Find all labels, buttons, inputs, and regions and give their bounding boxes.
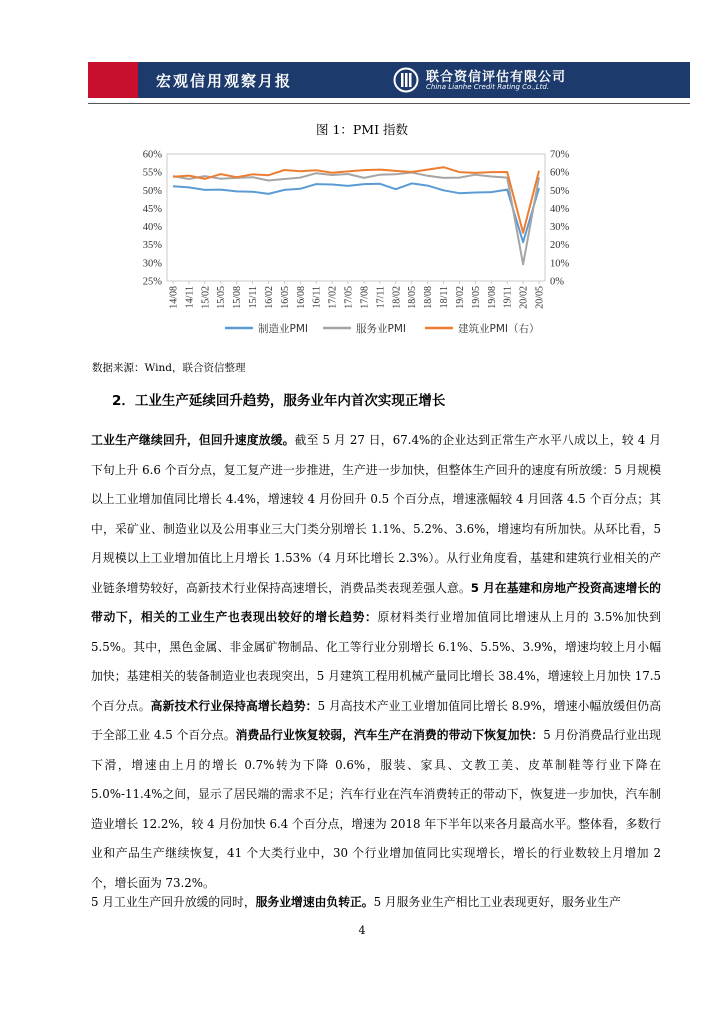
x-axis-tick-label: 14/08 [168, 286, 180, 309]
x-axis-tick-label: 16/05 [279, 286, 291, 309]
x-axis-tick-label: 16/11 [311, 286, 323, 309]
report-title: 宏观信用观察月报 [156, 72, 293, 90]
right-axis-tick-label: 70% [550, 149, 570, 161]
x-axis-tick-label: 17/02 [327, 286, 339, 309]
x-axis-tick-label: 20/02 [518, 286, 530, 309]
left-axis-tick-label: 40% [142, 222, 162, 234]
section-heading: 2．工业生产延续回升趋势，服务业年内首次实现正增长 [112, 393, 446, 409]
org-name-en: China Lianhe Credit Rating Co.,Ltd. [426, 83, 550, 91]
para1-text-4: 5 月份消费品行业出现下滑，增速由上月的增长 0.7%转为下降 0.6%，服装、家具、文教工美、皮革制鞋等行业下降在 5.0%-11.4%之间，显示了居民端的需求不足；汽车行业在汽车消费转正的带动下，恢复进一步加快，汽车制造业增长 12.2%，较 4 月份加快 6.4 个百分点，增速为 2018 年下半年以来各月最高水平。整体看，多数行业和产品生产继续恢复，41 个大类行业中，30 个行业增加值同比实现增长，增长的行业数较上月增加 2 个，增长面为 73.2%。 [91, 728, 661, 890]
pmi-chart [133, 140, 593, 345]
left-axis-tick-label: 35% [142, 240, 162, 252]
x-axis-tick-label: 20/05 [534, 286, 546, 309]
right-axis-tick-label: 0% [550, 276, 564, 288]
x-axis-tick-label: 15/11 [248, 286, 260, 309]
x-axis-tick-label: 18/02 [391, 286, 403, 309]
left-axis-tick-label: 60% [142, 149, 162, 161]
right-axis-tick-label: 50% [550, 185, 570, 197]
x-axis-tick-label: 15/05 [216, 286, 228, 309]
x-axis-tick-label: 15/08 [232, 286, 244, 309]
x-axis-tick-label: 14/11 [184, 286, 196, 309]
para1-text-2: 原材料类行业增加值同比增速从上月的 3.5%加快到 5.5%。其中，黑色金属、非金属矿物制品、化工等行业分别增长 6.1%、5.5%、3.9%，增速均较上月小幅加快；基建相关的装备制造业也表现突出，5 月建筑工程用机械产量同比增长 38.4%，增速较上月加快 17.5 个百分点。 [91, 610, 661, 713]
x-axis-tick-label: 17/05 [343, 286, 355, 309]
page-number: 4 [358, 924, 366, 937]
x-axis-tick-label: 18/11 [439, 286, 451, 309]
figure-title: 图 1：PMI 指数 [315, 122, 409, 137]
figure-source: 数据来源：Wind，联合资信整理 [92, 362, 246, 374]
left-axis-tick-label: 50% [142, 185, 162, 197]
right-axis-tick-label: 60% [550, 167, 570, 179]
para1-text-1: 截至 5 月 27 日，67.4%的企业达到正常生产水平八成以上，较 4 月下旬上升 6.6 个百分点，复工复产进一步推进，生产进一步加快，但整体生产回升的速度有所放缓：5 月规模以上工业增加值同比增长 4.4%，增速较 4 月份回升 0.5 个百分点，增速涨幅较 4 月回落 4.5 个百分点；其中，采矿业、制造业以及公用事业三大门类分别增长 1.1%、5.2%、3.6%，增速均有所加快。从环比看，5 月规模以上工业增加值比上月增长 1.53%（4 月环比增长 2.3%）。从行业角度看，基建和建筑行业相关的产业链条增势较好，高新技术行业保持高速增长，消费品类表现差强人意。 [91, 433, 661, 595]
company-logo-icon [393, 67, 419, 93]
x-axis-tick-label: 19/02 [454, 286, 466, 309]
series-line-1 [173, 183, 539, 242]
x-axis-tick-label: 17/08 [359, 286, 371, 309]
para1-text-3: 5 月高技术产业工业增加值同比增长 8.9%，增速小幅放缓但仍高于全部工业 4.5 个百分点。 [91, 698, 661, 742]
x-axis-tick-label: 18/08 [423, 286, 435, 309]
para2-text-2: 5 月服务业生产相比工业表现更好，服务业生产 [373, 895, 621, 909]
x-axis-tick-label: 15/02 [200, 286, 212, 309]
series-line-2 [173, 173, 539, 265]
series-line-3 [173, 167, 539, 233]
legend-label-1: 制造业PMI [258, 323, 308, 335]
right-axis-tick-label: 10% [550, 258, 570, 270]
paragraph-industrial [91, 426, 661, 898]
left-axis-tick-label: 55% [142, 167, 162, 179]
legend-label-3: 建筑业PMI（右） [458, 323, 540, 335]
para2-text-1: 5 月工业生产回升放缓的同时， [91, 895, 256, 909]
right-axis-tick-label: 30% [550, 222, 570, 234]
para1-bold-2: 5 月在基建和房地产投资高速增长的带动下，相关的工业生产也表现出较好的增长趋势： [91, 580, 661, 624]
para1-bold-3: 高新技术行业保持高增长趋势： [150, 698, 318, 713]
org-name-cn: 联合资信评估有限公司 [426, 70, 567, 85]
para2-bold-1: 服务业增速由负转正。 [255, 895, 374, 909]
x-axis-tick-label: 19/08 [486, 286, 498, 309]
right-axis-tick-label: 20% [550, 240, 570, 252]
left-axis-tick-label: 30% [142, 258, 162, 270]
report-header [88, 62, 690, 98]
x-axis-tick-label: 17/11 [375, 286, 387, 309]
x-axis-tick-label: 18/05 [407, 286, 419, 309]
paragraph-services [91, 888, 661, 918]
x-axis-tick-label: 19/05 [470, 286, 482, 309]
para1-bold-1: 工业生产继续回升，但回升速度放缓。 [91, 433, 295, 447]
right-axis-tick-label: 40% [550, 203, 570, 215]
x-axis-tick-label: 16/02 [263, 286, 275, 309]
x-axis-tick-label: 19/11 [502, 286, 514, 309]
left-axis-tick-label: 25% [142, 276, 162, 288]
left-axis-tick-label: 45% [142, 203, 162, 215]
para1-bold-4: 消费品行业恢复较弱，汽车生产在消费的带动下恢复加快： [235, 728, 544, 742]
x-axis-tick-label: 16/08 [295, 286, 307, 309]
header-red-block [88, 62, 138, 98]
legend-label-2: 服务业PMI [356, 323, 406, 335]
header-rule [88, 103, 690, 104]
